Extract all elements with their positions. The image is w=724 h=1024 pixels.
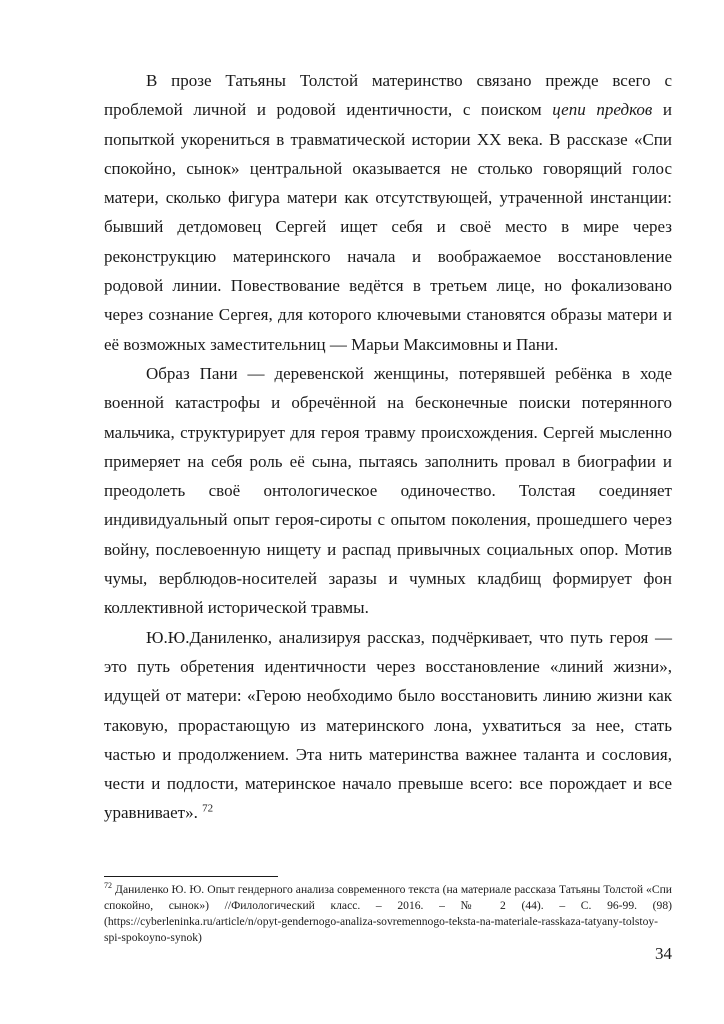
paragraph-1-start: В прозе Татьяны Толстой материнство связано прежде всего с проблемой личной и родовой идентичности, с поиском: [104, 71, 672, 120]
footnote-divider: [104, 876, 278, 877]
footnote-reference[interactable]: 72: [202, 802, 214, 815]
footnote-number: 72: [104, 881, 112, 891]
paragraph-3-text: Ю.Ю.Даниленко, анализируя рассказ, подчёркивает, что путь героя — это путь обретения идентичности через восстановление «линий жизни», идущей от матери: «Герою необходимо было восстановить линию жизни как таковую, прорастающую из материнского лона, ухватиться за нее, стать частью и продолжением. Эта нить материнства важнее таланта и сословия, чести и подлости, материнское начало превыше всего: все порождает и все уравнивает».: [104, 627, 672, 823]
footnote-text: Даниленко Ю. Ю. Опыт гендерного анализа современного текста (на материале рассказа Татьяны Толстой «Спи спокойно, сынок») //Филологический класс. – 2016. – № 2 (44). – С. 96-99. (98) (https://cyberleninka.ru/article/n/opyt-gendernogo-analiza-sovremennogo-teksta-na-materiale-rasskaza-tatyany-tolstoy-spi-spokoyno-synok): [104, 883, 672, 944]
paragraph-3: [104, 623, 672, 828]
paragraph-2: Образ Пани — деревенской женщины, потерявшей ребёнка в ходе военной катастрофы и обречённой на бесконечные поиски потерянного мальчика, структурирует для героя травму происхождения. Сергей мысленно примеряет на себя роль её сына, пытаясь заполнить провал в биографии и преодолеть своё онтологическое одиночество. Толстая соединяет индивидуальный опыт героя-сироты с опытом поколения, прошедшего через войну, послевоенную нищету и распад привычных социальных опор. Мотив чумы, верблюдов-носителей заразы и чумных кладбищ формирует фон коллективной исторической травмы.: [104, 363, 672, 618]
footnote: [104, 882, 672, 946]
paragraph-1-end: и попыткой укорениться в травматической истории XX века. В рассказе «Спи спокойно, сынок» центральной оказывается не столько говорящий голос матери, сколько фигура матери как отсутствующей, утраченной инстанции: бывший детдомовец Сергей ищет себя и своё место в мире через реконструкцию материнского начала и воображаемое восстановление родовой линии. Повествование ведётся в третьем лице, но фокализовано через сознание Сергея, для которого ключевыми становятся образы матери и её возможных заместительниц — Марьи Максимовны и Пани.: [104, 100, 673, 354]
paragraph-1: [104, 66, 672, 359]
emphasis-chain-of-ancestors: цепи предков: [552, 100, 653, 120]
body-text: [104, 66, 672, 828]
page-number: 34: [655, 944, 672, 963]
